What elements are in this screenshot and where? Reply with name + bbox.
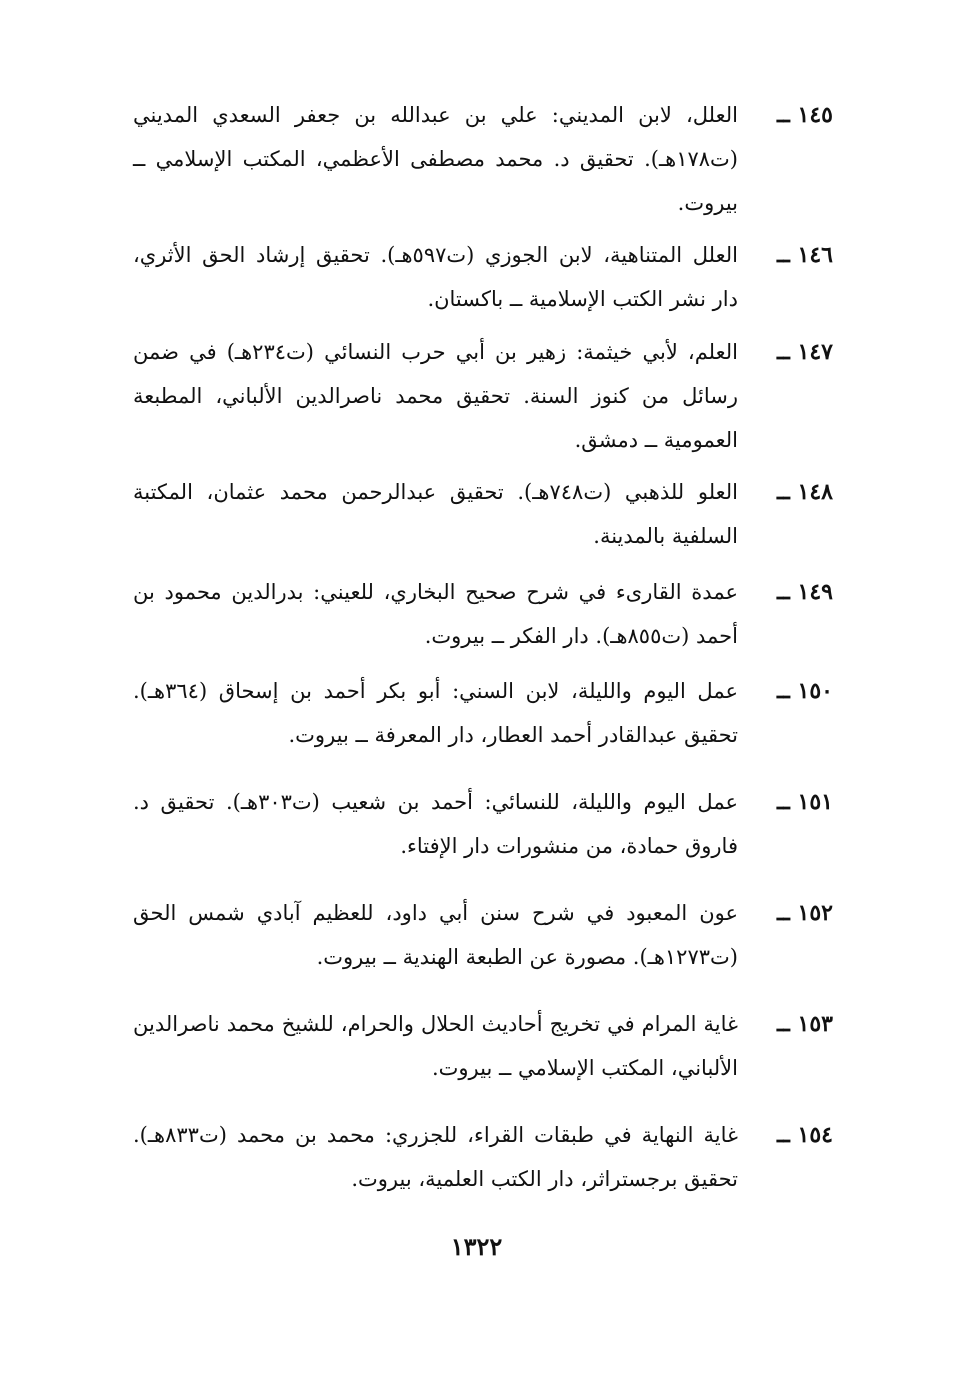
bibliography-entry-147 <box>133 330 833 462</box>
entry-text: العلم، لأبي خيثمة: زهير بن أبي حرب النسائي (ت٢٣٤هـ) في ضمن رسائل من كنوز السنة. تحقيق محمد ناصرالدين الألباني، المطبعة العمومية ــ دمشق. <box>133 340 738 452</box>
entry-number: ١٤٧ ــ <box>776 339 833 365</box>
entry-number: ١٥١ ــ <box>776 789 833 815</box>
page-number: ١٣٢٢ <box>450 1232 503 1261</box>
entry-number: ١٥٠ ــ <box>776 678 833 704</box>
bibliography-entry-150 <box>133 669 833 757</box>
entry-text: عون المعبود في شرح سنن أبي داود، للعظيم آبادي شمس الحق (ت١٢٧٣هـ). مصورة عن الطبعة الهندية ــ بيروت. <box>133 901 738 969</box>
entry-text: العلل، لابن المديني: علي بن عبدالله بن جعفر السعدي المديني (ت١٧٨هـ). تحقيق د. محمد مصطفى الأعظمي، المكتب الإسلامي ــ بيروت. <box>133 103 738 215</box>
bibliography-entry-148 <box>133 470 833 558</box>
bibliography-entry-151 <box>133 780 833 868</box>
entry-text: العلو للذهبي (ت٧٤٨هـ). تحقيق عبدالرحمن محمد عثمان، المكتبة السلفية بالمدينة. <box>133 480 739 548</box>
entry-number: ١٥٢ ــ <box>776 900 833 926</box>
entry-text: غاية النهاية في طبقات القراء، للجزري: محمد بن محمد (ت٨٣٣هـ). تحقيق برجستراثر، دار الكتب العلمية، بيروت. <box>133 1123 738 1191</box>
entry-text: عمل اليوم والليلة، للنسائي: أحمد بن شعيب (ت٣٠٣هـ). تحقيق د. فاروق حمادة، من منشورات دار الإفتاء. <box>133 790 738 858</box>
bibliography-entry-146 <box>133 233 833 321</box>
entry-text: عمدة القارىء في شرح صحيح البخاري، للعيني: بدرالدين محمود بن أحمد (ت٨٥٥هـ). دار الفكر ــ بيروت. <box>133 580 738 648</box>
bibliography-entry-152 <box>133 891 833 979</box>
entry-number: ١٥٣ ــ <box>776 1011 833 1037</box>
entry-number: ١٥٤ ــ <box>776 1122 833 1148</box>
entry-number: ١٤٨ ــ <box>776 479 833 505</box>
entry-number: ١٤٩ ــ <box>776 579 833 605</box>
entry-text: العلل المتناهية، لابن الجوزي (ت٥٩٧هـ). تحقيق إرشاد الحق الأثري، دار نشر الكتب الإسلامية ــ باكستان. <box>133 243 738 311</box>
entry-text: غاية المرام في تخريج أحاديث الحلال والحرام، للشيخ محمد ناصرالدين الألباني، المكتب الإسلامي ــ بيروت. <box>133 1012 738 1080</box>
bibliography-entry-149 <box>133 570 833 658</box>
bibliography-entry-153 <box>133 1002 833 1090</box>
bibliography-entry-145 <box>133 93 833 225</box>
entry-number: ١٤٥ ــ <box>776 102 833 128</box>
bibliography-entry-154 <box>133 1113 833 1201</box>
entry-text: عمل اليوم والليلة، لابن السني: أبو بكر أحمد بن إسحاق (٣٦٤هـ). تحقيق عبدالقادر أحمد العطار، دار المعرفة ــ بيروت. <box>133 679 738 747</box>
entry-number: ١٤٦ ــ <box>776 242 833 268</box>
